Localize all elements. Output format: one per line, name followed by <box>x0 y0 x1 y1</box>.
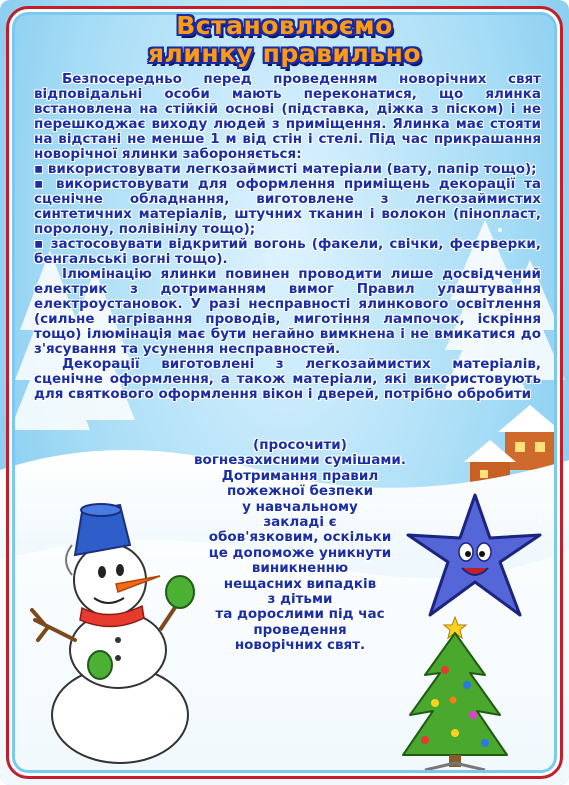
closing-line: у навчальному <box>242 498 358 515</box>
paragraph-setup: Безпосередньо перед проведенням новорічних свят відповідальні особи мають переконатися, що ялинка встановлена на стійкій основі (підставка, діжка з піском) і не перешкоджає виходу людей з приміщення. Ялинка має стояти на відстані не менше 1 м від стін і стелі. Під час прикрашання новорічної ялинки забороняється: <box>34 71 541 162</box>
closing-line: обов'язковим, оскільки <box>208 529 392 546</box>
closing-line: з дітьми <box>267 591 333 608</box>
closing-line: (просочити) <box>253 437 347 453</box>
closing-line: та дорослими під час <box>215 606 385 623</box>
bullet-open-fire: ▪ застосовувати відкритий вогонь (факели, свічки, феєрверки, бенгальські вогні тощо). <box>34 236 541 267</box>
closing-line: проведення <box>253 621 347 638</box>
bullet-flammable-materials: ▪ використовувати легкозаймисті матеріали (вату, папір тощо); <box>34 161 537 177</box>
paragraph-decorations: Декорації виготовлені з легкозаймистих матеріалів, сценічне оформлення, а також матеріали, які використовують для святкового оформлення вікон і дверей, потрібно обробити <box>34 356 541 402</box>
closing-line: це допоможе уникнути <box>208 544 392 561</box>
closing-line: вогнезахисними сумішами. <box>194 452 406 469</box>
title-line-2: ялинку правильно <box>147 39 422 68</box>
poster-title <box>0 12 569 68</box>
title-line-1: Встановлюємо <box>176 11 393 40</box>
closing-line: новорічних свят. <box>234 637 366 654</box>
closing-line: Дотримання правил <box>221 467 379 484</box>
closing-line: закладі є <box>263 514 337 531</box>
paragraph-illumination: Ілюмінацію ялинки повинен проводити лише досвідчений електрик з дотриманням вимог Правил улаштування електроустановок. У разі несправності ялинкового освітлення (сильне нагрівання проводів, миготіння лампочок, іскріння тощо) ілюмінація має бути негайно вимкнена і не вмикатися до з'ясування та усунення несправностей. <box>34 266 541 357</box>
closing-text <box>150 438 450 654</box>
body-text <box>34 72 541 402</box>
closing-line: виникненню <box>251 560 349 577</box>
closing-line: пожежної безпеки <box>226 483 374 500</box>
closing-line: нещасних випадків <box>223 575 377 592</box>
bullet-synthetic-decorations: ▪ використовувати для оформлення приміщень декорації та сценічне обладнання, виготовлене з легкозаймистих синтетичних матеріалів, штучних тканин і волокон (пінопласт, поролону, полівінілу тощо); <box>34 176 541 237</box>
